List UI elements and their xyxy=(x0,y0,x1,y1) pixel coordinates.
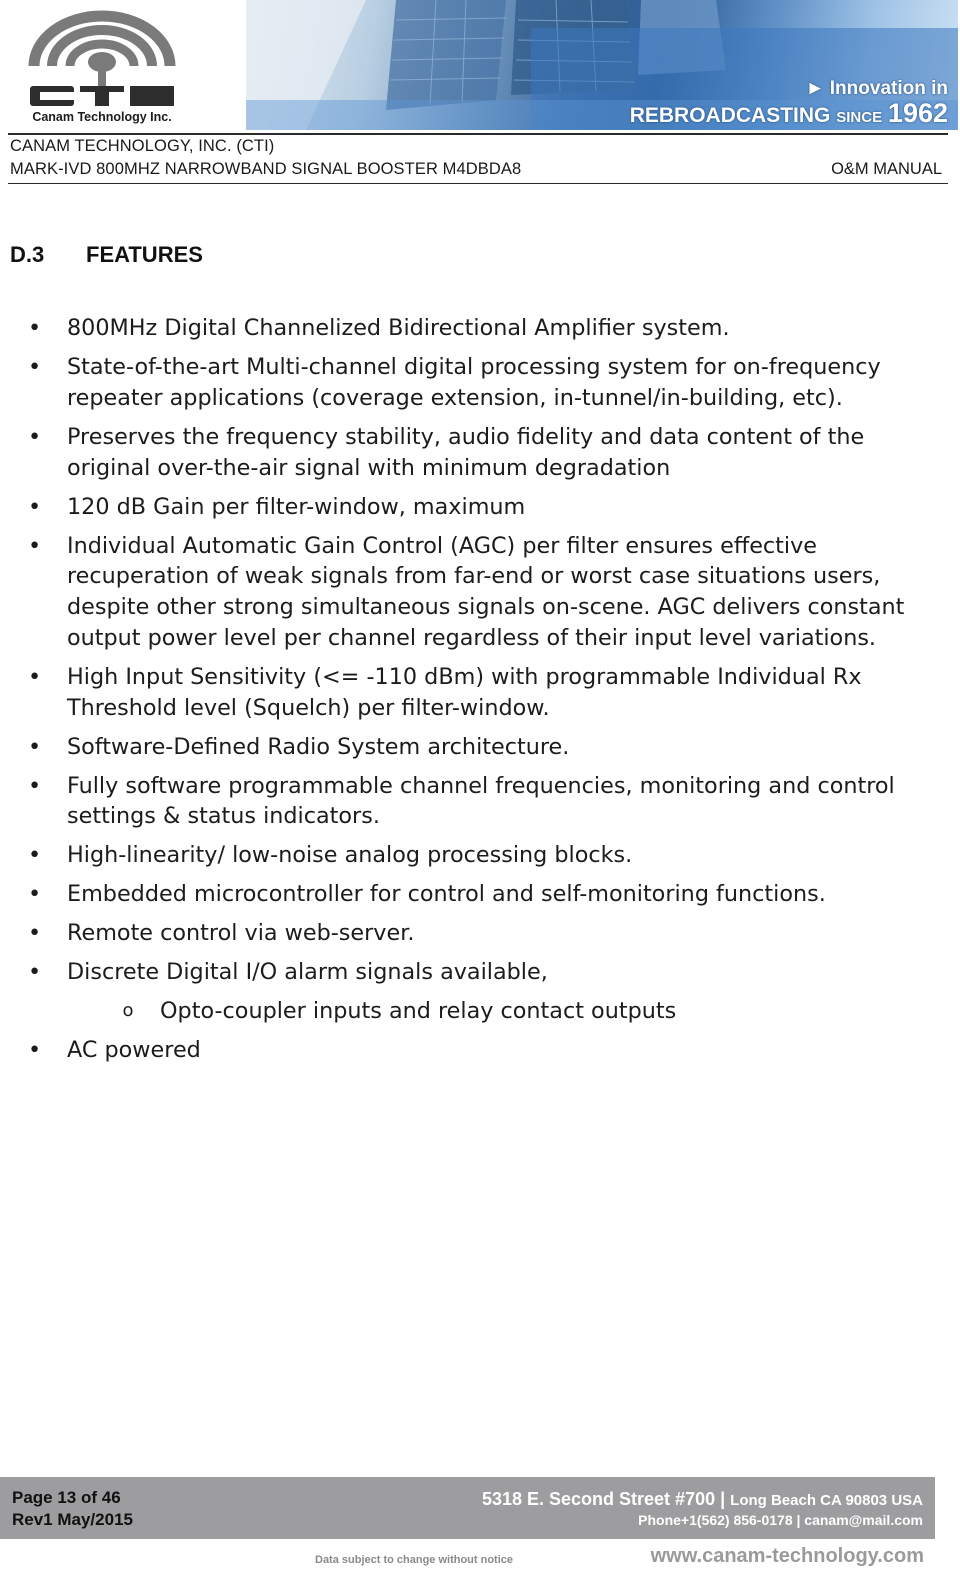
footer-contact xyxy=(482,1489,923,1528)
banner-line1: Innovation in xyxy=(829,78,948,99)
bullet-icon: • xyxy=(28,881,42,908)
phone-email: Phone+1(562) 856-0178 | canam@mail.com xyxy=(638,1512,923,1528)
bullet-icon: • xyxy=(28,493,42,520)
list-item: • Discrete Digital I/O alarm signals available, o Opto-coupler inputs and relay contact outputs xyxy=(28,957,943,1027)
section-title: FEATURES xyxy=(86,242,203,267)
banner-word: REBROADCASTING xyxy=(629,104,831,127)
list-item: • Embedded microcontroller for control and self-monitoring functions. xyxy=(28,879,943,910)
header-rule-bottom xyxy=(8,183,948,184)
list-item: • High Input Sensitivity (<= -110 dBm) with programmable Individual Rx Threshold level (Squelch) per filter-window. xyxy=(28,663,862,721)
change-notice: Data subject to change without notice xyxy=(315,1554,514,1566)
address-city: Long Beach CA 90803 USA xyxy=(730,1492,923,1509)
banner-tagline: ► Innovation in REBROADCASTING SINCE 1962 xyxy=(629,78,948,128)
bullet-icon: • xyxy=(28,920,42,947)
list-item: • Remote control via web-server. xyxy=(28,918,943,949)
banner-since: SINCE xyxy=(836,109,883,126)
sub-list-item: o Opto-coupler inputs and relay contact outputs xyxy=(67,996,943,1027)
sub-bullet-icon: o xyxy=(122,1000,134,1022)
bullet-icon: • xyxy=(28,842,42,869)
footer-bar xyxy=(0,1477,935,1539)
revision: Rev1 May/2015 xyxy=(12,1510,133,1529)
bullet-icon: • xyxy=(28,532,42,559)
address-main: 5318 E. Second Street #700 | xyxy=(481,1489,726,1509)
list-item: • State-of-the-art Multi-channel digital processing system for on-frequency repeater applications (coverage extension, in-tunnel/in-building, etc). xyxy=(28,353,881,411)
list-item: • AC powered xyxy=(28,1035,943,1066)
website-link[interactable]: www.canam-technology.com xyxy=(650,1545,924,1567)
bullet-icon: • xyxy=(28,353,42,380)
list-item: • Preserves the frequency stability, audio fidelity and data content of the original over-the-air signal with minimum degradation xyxy=(28,423,865,481)
page-number: Page 13 of 46 xyxy=(12,1488,121,1507)
banner-year: 1962 xyxy=(887,98,948,128)
bullet-icon: • xyxy=(28,772,42,799)
bullet-icon: • xyxy=(28,663,42,690)
bullet-icon: • xyxy=(28,733,42,760)
section-heading xyxy=(10,242,203,268)
footer-page-info xyxy=(12,1487,133,1531)
manual-label: O&M MANUAL xyxy=(831,160,942,178)
header-rule-top xyxy=(8,133,948,135)
bullet-icon: • xyxy=(28,315,42,341)
product-name: MARK-IVD 800MHZ NARROWBAND SIGNAL BOOSTER M4DBDA8 xyxy=(10,160,522,178)
list-item: • Fully software programmable channel frequencies, monitoring and control settings & status indicators. xyxy=(28,772,895,830)
company-name: CANAM TECHNOLOGY, INC. (CTI) xyxy=(10,137,275,155)
cti-emblem-icon xyxy=(12,4,192,108)
sub-features-list xyxy=(67,996,943,1027)
bullet-icon: • xyxy=(28,1037,42,1064)
bullet-icon: • xyxy=(28,423,42,450)
features-list xyxy=(28,313,943,1074)
bullet-icon: • xyxy=(28,959,42,986)
list-item: • 800MHz Digital Channelized Bidirectional Amplifier system. xyxy=(28,313,943,344)
list-item: • Individual Automatic Gain Control (AGC) per filter ensures effective recuperation of weak signals from far-end or worst case situations users, despite other strong simultaneous signals on-scene. AGC delivers constant output power level per channel regardless of their input level variations. xyxy=(28,532,905,651)
list-item: • High-linearity/ low-noise analog processing blocks. xyxy=(28,840,943,871)
list-item: • 120 dB Gain per filter-window, maximum xyxy=(28,492,943,523)
logo-caption: Canam Technology Inc. xyxy=(32,110,172,124)
header-banner xyxy=(246,0,958,130)
list-item: • Software-Defined Radio System architecture. xyxy=(28,732,943,763)
cti-logo xyxy=(12,4,242,128)
section-number: D.3 xyxy=(10,242,45,267)
